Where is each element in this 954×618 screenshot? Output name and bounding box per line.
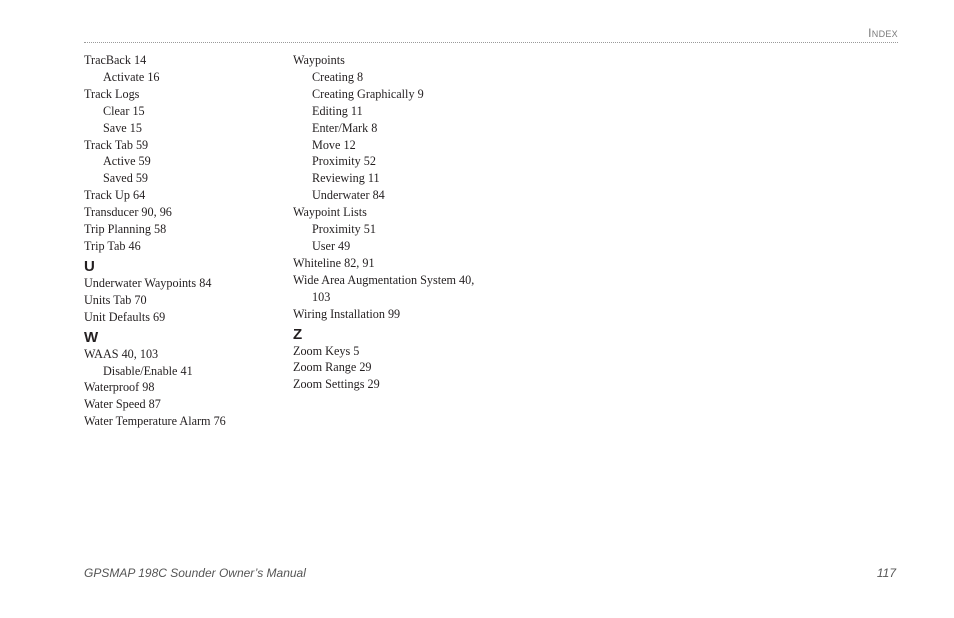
- index-entry: Water Temperature Alarm 76: [84, 414, 226, 429]
- index-subentry: Clear 15: [103, 103, 145, 118]
- index-entry: Waypoint Lists: [293, 205, 367, 220]
- header-divider: [84, 42, 898, 43]
- index-entry: Wiring Installation 99: [293, 306, 401, 321]
- index-entry: Trip Tab 46: [84, 238, 141, 253]
- index-entry: WAAS 40, 103: [84, 346, 159, 361]
- index-subentry: Underwater 84: [312, 188, 385, 203]
- index-entry: Track Tab 59: [84, 137, 149, 152]
- index-entry: Track Up 64: [84, 188, 146, 203]
- index-entry: Zoom Keys 5: [293, 343, 360, 358]
- index-entry: Wide Area Augmentation System 40,: [293, 272, 475, 287]
- index-subentry: Proximity 52: [312, 154, 376, 169]
- index-column-right: [293, 52, 493, 393]
- index-entry-continuation: 103: [312, 289, 331, 304]
- index-subentry: Saved 59: [103, 171, 149, 186]
- index-entry: Zoom Range 29: [293, 360, 372, 375]
- index-entry: Unit Defaults 69: [84, 309, 166, 324]
- index-subentry: Active 59: [103, 154, 151, 169]
- index-subentry: Creating Graphically 9: [312, 86, 424, 101]
- index-letter-heading: W: [84, 328, 99, 346]
- index-letter-heading: Z: [293, 325, 303, 343]
- index-subentry: Move 12: [312, 137, 356, 152]
- index-subentry: Disable/Enable 41: [103, 363, 193, 378]
- index-entry: Track Logs: [84, 86, 140, 101]
- footer-manual-title: GPSMAP 198C Sounder Owner’s Manual: [84, 566, 306, 580]
- index-subentry: Editing 11: [312, 103, 363, 118]
- index-entry: Zoom Settings 29: [293, 377, 380, 392]
- index-entry: Trip Planning 58: [84, 222, 167, 237]
- index-subentry: User 49: [312, 238, 351, 253]
- section-title: [868, 26, 898, 40]
- index-subentry: Proximity 51: [312, 222, 376, 237]
- index-subentry: Save 15: [103, 120, 142, 135]
- index-entry: Transducer 90, 96: [84, 205, 172, 220]
- index-entry: TracBack 14: [84, 53, 147, 67]
- index-entry: Units Tab 70: [84, 292, 147, 307]
- index-letter-heading: U: [84, 257, 95, 275]
- section-title-rest: NDEX: [871, 29, 898, 39]
- index-subentry: Creating 8: [312, 69, 364, 84]
- footer-page-number: 117: [876, 566, 896, 580]
- index-entry: Underwater Waypoints 84: [84, 275, 212, 290]
- index-subentry: Enter/Mark 8: [312, 120, 378, 135]
- index-entry: Waypoints: [293, 53, 345, 67]
- index-column-left: [84, 52, 284, 430]
- index-subentry: Activate 16: [103, 69, 160, 84]
- index-entry: Whiteline 82, 91: [293, 255, 375, 270]
- section-title-initial: I: [868, 26, 872, 40]
- index-subentry: Reviewing 11: [312, 171, 380, 186]
- index-entry: Waterproof 98: [84, 380, 155, 395]
- index-entry: Water Speed 87: [84, 397, 161, 412]
